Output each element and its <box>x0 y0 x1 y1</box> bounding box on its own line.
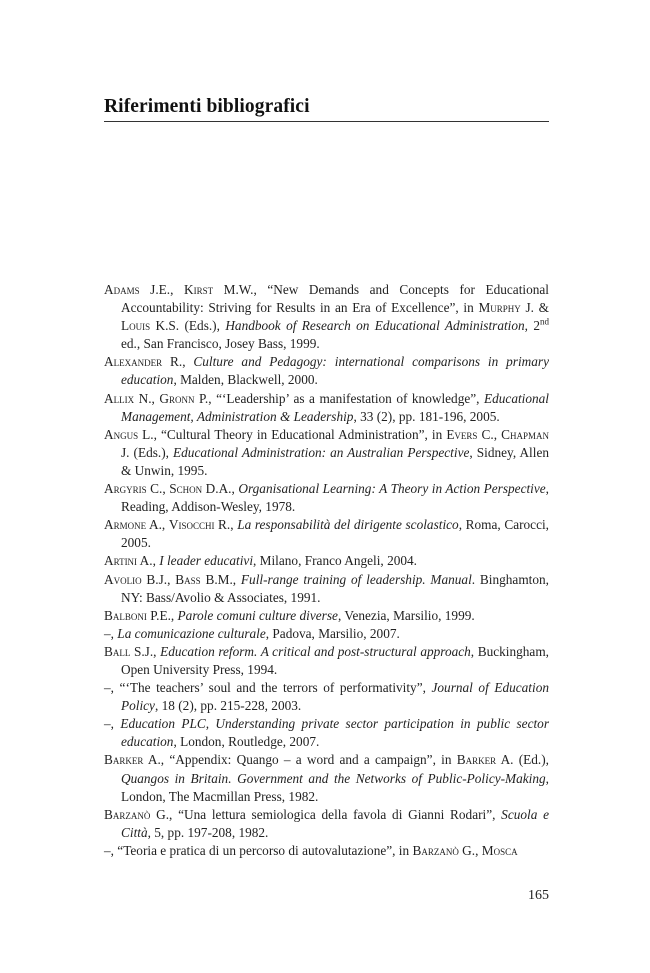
author-name: Balboni <box>104 607 147 623</box>
page-number: 165 <box>528 888 549 903</box>
reference-entry <box>104 281 549 353</box>
reference-text: nd <box>540 316 550 327</box>
author-name: Visocchi <box>168 517 215 533</box>
reference-text: A., <box>146 517 169 533</box>
author-name: Bass <box>175 571 201 587</box>
work-title: Parole comuni culture diverse <box>177 607 338 623</box>
reference-text: , 2 <box>524 318 541 334</box>
reference-text: , London, Routledge, 2007. <box>173 734 320 750</box>
author-name: Barker <box>104 752 144 768</box>
author-name: Louis <box>121 318 151 334</box>
reference-entry <box>104 390 549 426</box>
reference-entry <box>104 679 549 715</box>
author-name: Barzanò <box>412 842 459 858</box>
reference-text: –, “Teoria e pratica di un percorso di autovalutazione”, in <box>104 842 413 858</box>
author-name: Barker <box>456 752 497 768</box>
reference-entry <box>104 552 549 570</box>
reference-text: M.W., “New Demands and Concepts for Educational Accountability: Striving for Results in an Era of Excellence”, in <box>121 282 549 316</box>
work-title: Education PLC, Understanding private sector participation in public sector education <box>120 716 549 750</box>
reference-text: P.E., <box>146 607 178 623</box>
author-name: Allix <box>104 390 135 406</box>
author-name: Schon <box>169 481 203 497</box>
reference-text: , Roma, Carocci, 2005. <box>121 517 549 551</box>
work-title: I leader educativi <box>159 553 254 569</box>
author-name: Adams <box>104 282 140 297</box>
reference-text: K.S. (Eds.), <box>150 318 226 334</box>
reference-text: R., <box>162 354 194 370</box>
reference-text: , Venezia, Marsilio, 1999. <box>337 607 475 623</box>
author-name: Evers <box>446 426 478 442</box>
work-title: Culture and Pedagogy: international comparisons in primary education <box>121 354 549 388</box>
reference-text: J.E., <box>139 282 184 297</box>
work-title: Handbook of Research on Educational Administration <box>225 318 525 334</box>
reference-entry <box>104 607 549 625</box>
work-title: La comunicazione culturale <box>117 625 266 641</box>
reference-text: , Reading, Addison-Wesley, 1978. <box>121 481 549 515</box>
reference-text: D.A., <box>202 481 239 497</box>
reference-text: –, “‘The teachers’ soul and the terrors of performativity”, <box>104 680 432 696</box>
reference-entry <box>104 571 549 607</box>
reference-entry <box>104 715 549 751</box>
reference-text: , Malden, Blackwell, 2000. <box>173 372 318 388</box>
reference-text: B.J., <box>141 571 176 587</box>
reference-text: , Padova, Marsilio, 2007. <box>265 625 400 641</box>
work-title: La responsabilità del dirigente scolastico <box>237 517 459 533</box>
reference-text: L., “Cultural Theory in Educational Administration”, in <box>138 426 447 442</box>
reference-text: J. (Eds.), <box>121 444 174 460</box>
work-title: Organisational Learning: A Theory in Action Perspective <box>238 481 546 497</box>
author-name: Murphy <box>478 300 521 316</box>
reference-text: N., <box>134 390 160 406</box>
reference-text: , 18 (2), pp. 215-228, 2003. <box>154 698 302 714</box>
reference-entry <box>104 751 549 805</box>
author-name: Angus <box>104 426 139 442</box>
reference-text: J. & <box>520 300 550 316</box>
reference-text: C., <box>477 426 502 442</box>
work-title: Education reform. A critical and post-structural approach <box>160 643 471 659</box>
reference-entry <box>104 480 549 516</box>
reference-text: R., <box>214 517 238 533</box>
work-title: Full-range training of leadership. Manual <box>240 571 472 587</box>
reference-text: , 5, pp. 197-208, 1982. <box>147 824 269 840</box>
reference-text: A., “Appendix: Quango – a word and a campaign”, in <box>143 752 457 768</box>
author-name: Alexander <box>104 354 163 370</box>
work-title: Scuola e Città <box>121 806 549 840</box>
work-title: Quangos in Britain. Government and the Networks of Public-Policy-Making <box>121 770 546 786</box>
reference-text: G., <box>458 842 482 858</box>
reference-text: P., “‘Leadership’ as a manifestation of knowledge”, <box>194 390 484 406</box>
author-name: Ball <box>104 643 131 659</box>
reference-entry <box>104 625 549 643</box>
author-name: Barzanò <box>104 806 151 822</box>
author-name: Gronn <box>159 390 195 406</box>
reference-entry <box>104 643 549 679</box>
reference-entry <box>104 806 549 842</box>
author-name: Kirst <box>184 282 214 297</box>
reference-text: A. (Ed.), <box>496 752 549 768</box>
reference-entry <box>104 842 549 860</box>
page-title: Riferimenti bibliografici <box>104 96 549 122</box>
reference-text: , Sidney, Allen & Unwin, 1995. <box>121 444 549 478</box>
reference-text: A., <box>137 553 160 569</box>
reference-text: –, <box>104 716 121 732</box>
reference-entry <box>104 516 549 552</box>
reference-entry <box>104 353 549 389</box>
work-title: Educational Management, Administration & Leadership <box>121 390 549 424</box>
author-name: Artini <box>104 553 138 569</box>
reference-text: ed., San Francisco, Josey Bass, 1999. <box>121 336 320 352</box>
reference-text: G., “Una lettura semiologica della favola di Gianni Rodari”, <box>150 806 502 822</box>
reference-text: , Buckingham, Open University Press, 1994. <box>121 643 549 677</box>
author-name: Chapman <box>501 426 549 442</box>
reference-text: , Milano, Franco Angeli, 2004. <box>253 553 417 569</box>
reference-text: –, <box>104 625 118 641</box>
reference-text: B.M., <box>200 571 241 587</box>
work-title: Educational Administration: an Australian Perspective <box>173 444 470 460</box>
reference-entry <box>104 426 549 480</box>
reference-text: C., <box>146 481 170 497</box>
reference-text: , 33 (2), pp. 181-196, 2005. <box>353 408 500 424</box>
reference-list <box>104 281 549 860</box>
author-name: Argyris <box>104 481 147 497</box>
author-name: Mosca <box>481 842 518 858</box>
reference-text: . Binghamton, NY: Bass/Avolio & Associates, 1991. <box>121 571 549 605</box>
author-name: Avolio <box>104 571 142 587</box>
reference-text: S.J., <box>130 643 161 659</box>
author-name: Armone <box>104 517 147 533</box>
work-title: Journal of Education Policy <box>121 680 549 714</box>
reference-text: , London, The Macmillan Press, 1982. <box>121 770 549 804</box>
